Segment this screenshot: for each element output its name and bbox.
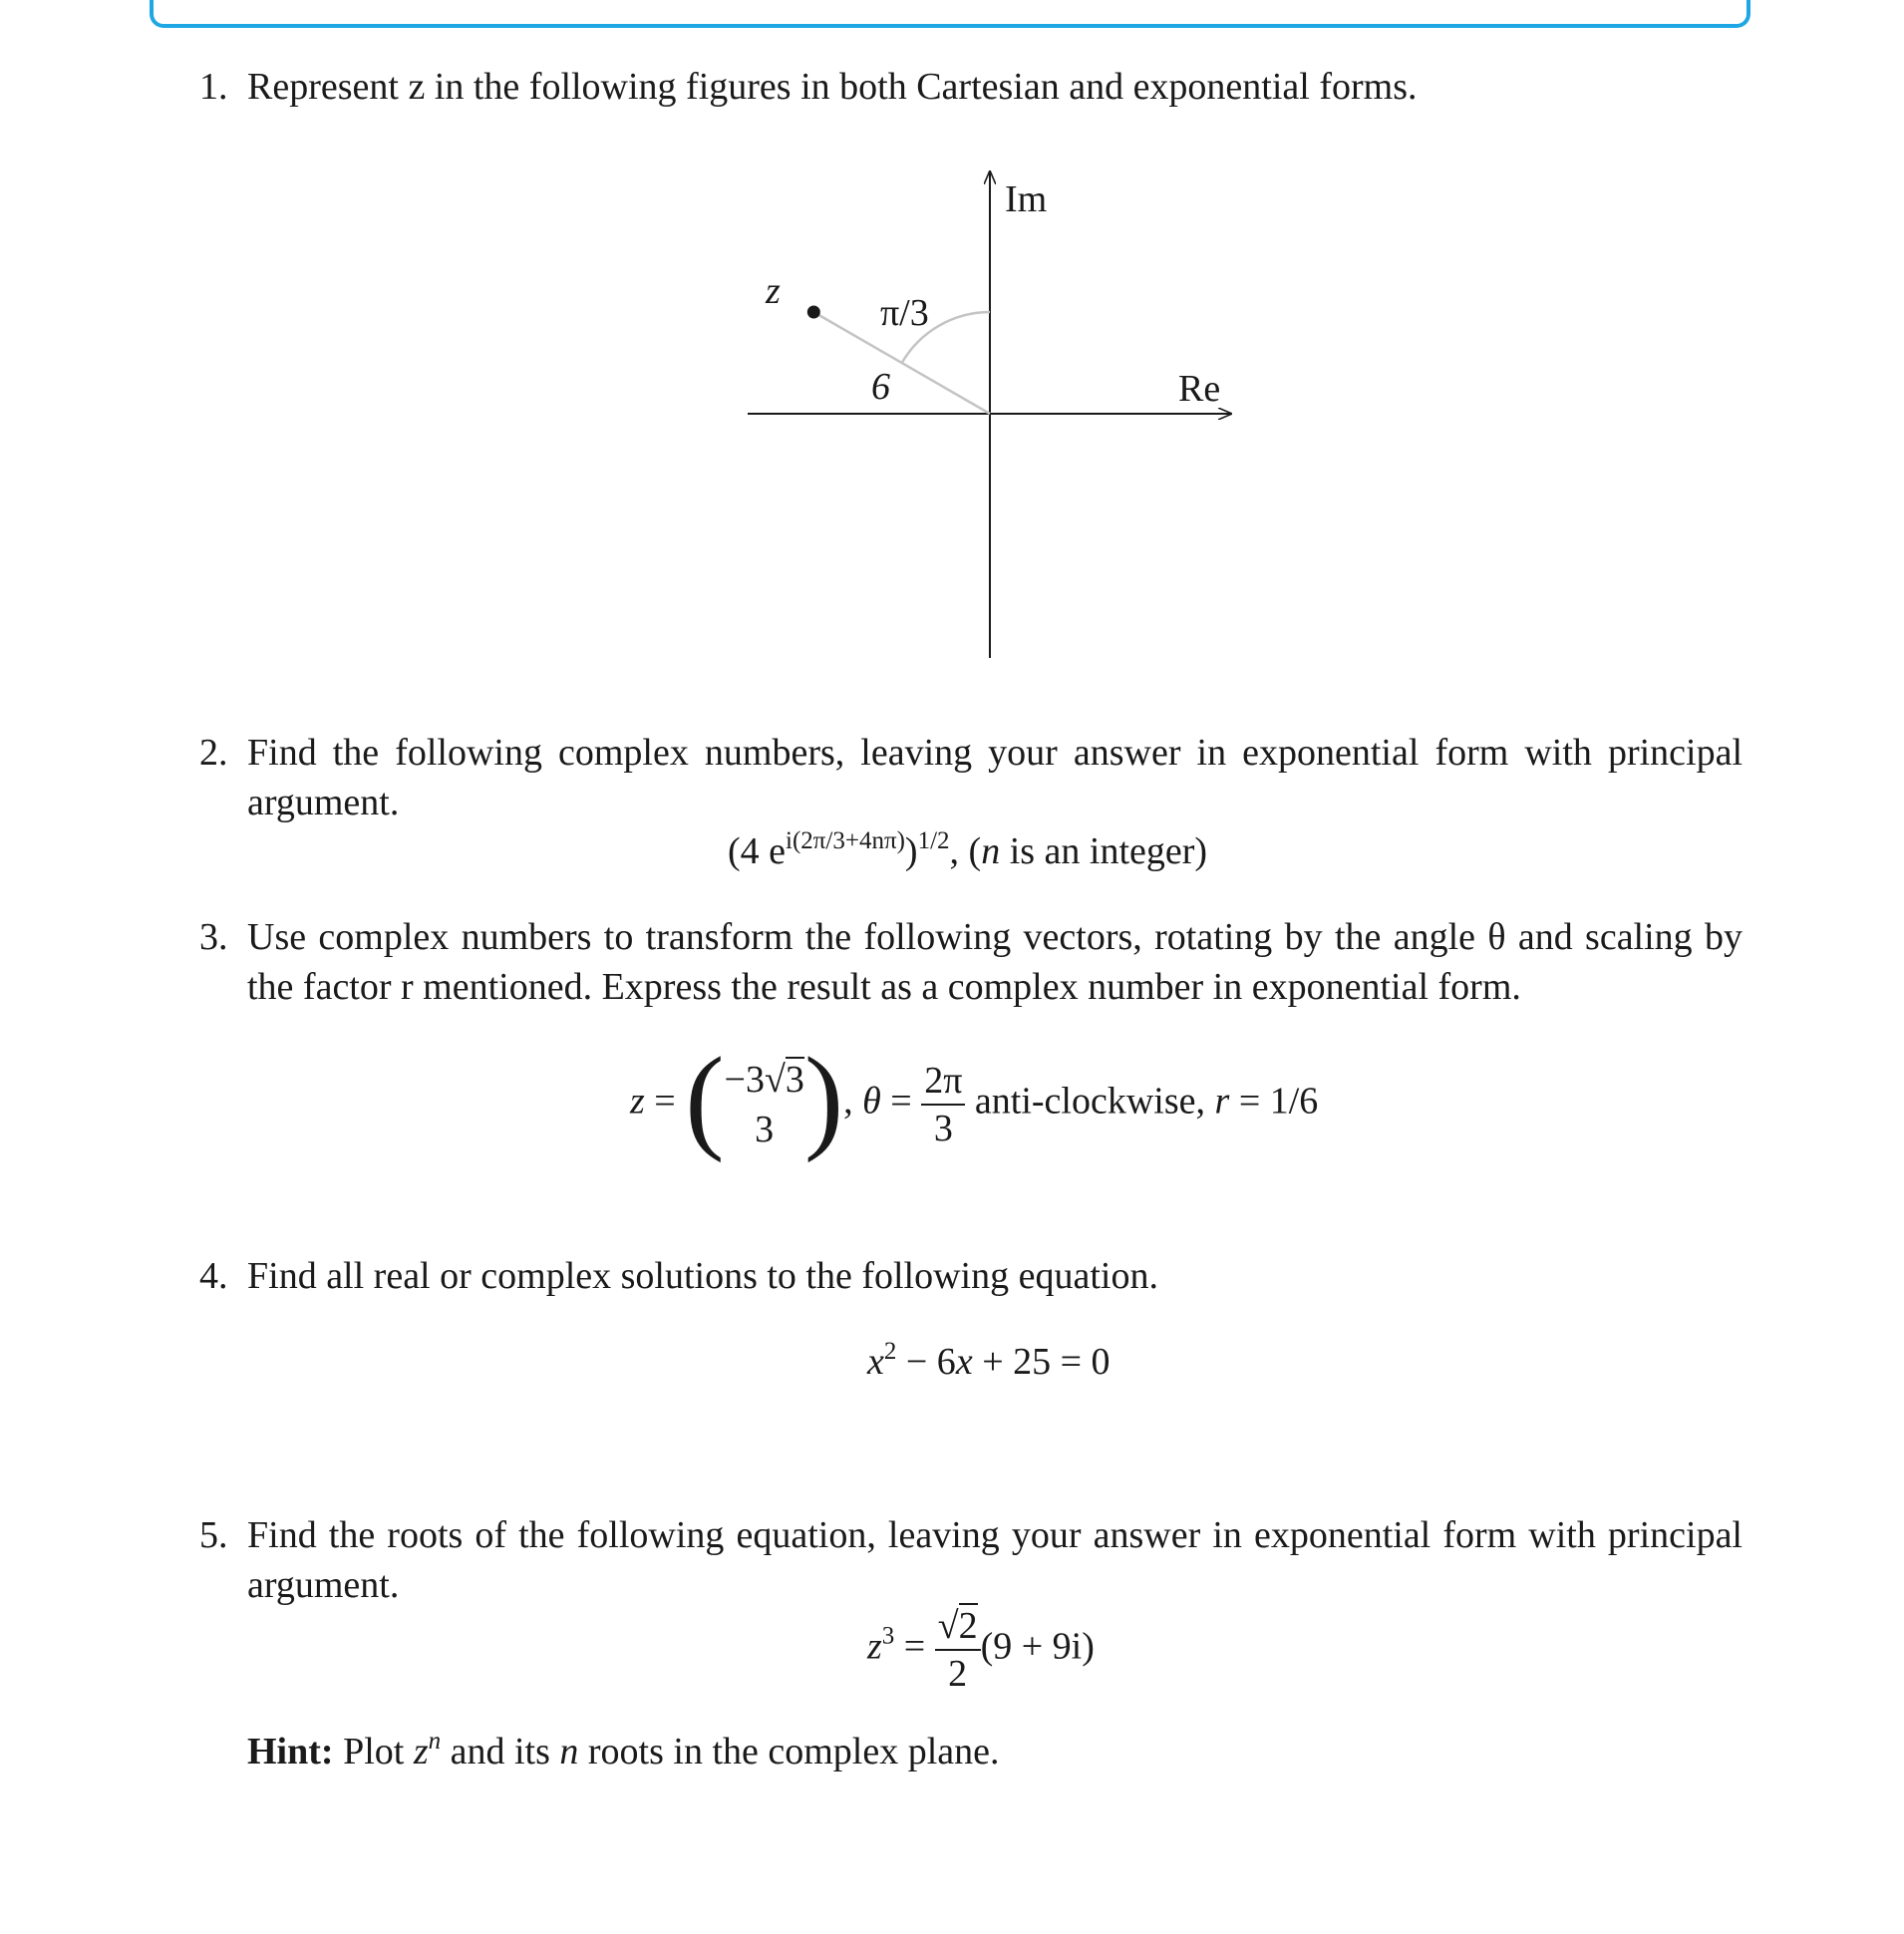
left-paren: ( bbox=[685, 1033, 725, 1163]
im-label: Im bbox=[1005, 178, 1048, 220]
equation-4: $x^2 - 6x + 25 = 0$ bbox=[867, 1338, 1111, 1383]
question-2 bbox=[199, 728, 1745, 827]
question-3 bbox=[199, 912, 1745, 1012]
root-fraction: $\frac{√2}{2}$ bbox=[935, 1603, 981, 1697]
question-number: 3. bbox=[199, 916, 228, 958]
angle-fraction: $\frac{2\pi}{3}$ bbox=[921, 1058, 965, 1151]
complex-plane-figure bbox=[0, 0, 1904, 698]
question-text: Use complex numbers to transform the following vectors, rotating by the angle θ and scaling by the factor r mentioned. Express the result as a complex number in exponential form. bbox=[247, 916, 1743, 1008]
equation-3: z = ( −3√3 3 ), θ = $\frac{2\pi}{3}$ anti-clockwise, r = 1/6 bbox=[630, 1033, 1319, 1163]
question-text: Find the following complex numbers, leaving your answer in exponential form with principal argument. bbox=[247, 732, 1743, 823]
question-5 bbox=[199, 1510, 1745, 1610]
re-label: Re bbox=[1178, 368, 1221, 410]
z-point bbox=[807, 306, 820, 319]
hint-label: Hint: bbox=[247, 1731, 334, 1773]
modulus-label: 6 bbox=[871, 366, 890, 408]
question-number: 2. bbox=[199, 732, 228, 774]
column-vector: −3√3 3 bbox=[724, 1059, 804, 1150]
question-number: 4. bbox=[199, 1255, 228, 1297]
question-text: Find the roots of the following equation, leaving your answer in exponential form with principal argument. bbox=[247, 1514, 1743, 1606]
right-paren: ) bbox=[803, 1033, 844, 1163]
point-label: z bbox=[766, 270, 781, 312]
question-number: 1. bbox=[199, 66, 228, 108]
question-number: 5. bbox=[199, 1514, 228, 1556]
equation-2: (4 $e^{i(2\pi/3+4n\pi)})^{1/2}$, (n is an integer) bbox=[728, 827, 1208, 872]
question-text: Find all real or complex solutions to the following equation. bbox=[247, 1255, 1158, 1297]
question-text: Represent z in the following figures in both Cartesian and exponential forms. bbox=[247, 66, 1418, 108]
angle-label: π/3 bbox=[880, 292, 929, 334]
equation-5: $z^3$ = $\frac{√2}{2}$ (9 + 9i) bbox=[867, 1605, 1095, 1695]
